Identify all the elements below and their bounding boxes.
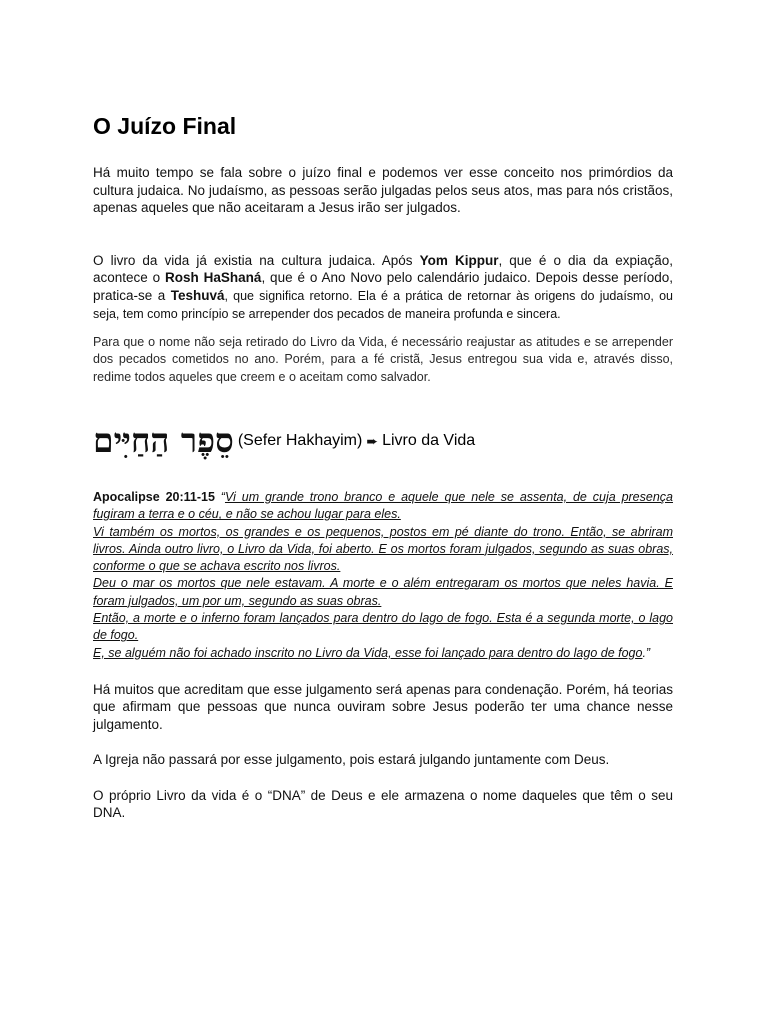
yom-kippur-term: Yom Kippur	[419, 252, 499, 268]
hebrew-transliteration: (Sefer Hakhayim)	[237, 432, 363, 449]
hebrew-title: סֵפֶר הַחַיִּים	[93, 421, 234, 460]
livro-text-2: , que é o dia da expiação, acontece o	[93, 252, 673, 285]
teshuva-term: Teshuvá	[170, 287, 225, 303]
verse-line-4: Então, a morte e o inferno foram lançados para dentro do lago de fogo. Esta é a segunda morte, o lago de fogo.	[93, 611, 673, 643]
livro-paragraph	[93, 252, 673, 324]
hebrew-meaning: Livro da Vida	[382, 432, 476, 449]
para-paragraph: Para que o nome não seja retirado do Livro da Vida, é necessário reajustar as atitudes e se arrepender dos pecados cometidos no ano. Porém, para a fé cristã, Jesus entregou sua vida e, através disso, redime todos aqueles que creem e o aceitam como salvador.	[93, 334, 673, 384]
intro-paragraph: Há muito tempo se fala sobre o juízo final e podemos ver esse conceito nos primórdios da cultura judaica. No judaísmo, as pessoas serão julgadas pelos seus atos, mas para nós cristãos, apenas aqueles que não aceitaram a Jesus irão ser julgados.	[93, 165, 673, 215]
church-paragraph: A Igreja não passará por esse julgamento, pois estará julgando juntamente com Deus.	[93, 752, 610, 768]
verse-block	[93, 489, 673, 662]
verse-open-quote: “	[214, 490, 225, 504]
livro-text-3: , que é o Ano Novo pelo calendário judaico. Depois desse período, pratica-se a	[93, 270, 673, 303]
livro-text-1: O livro da vida já existia na cultura judaica. Após	[93, 252, 420, 268]
document-body	[93, 111, 673, 822]
verse-line-1: Vi um grande trono branco e aquele que nele se assenta, de cuja presença fugiram a terra e o céu, e não se achou lugar para eles.	[93, 490, 673, 522]
verse-close-quote: .”	[642, 645, 651, 660]
verse-reference: Apocalipse 20:11-15	[93, 490, 215, 504]
verse-line-3: Deu o mar os mortos que nele estavam. A morte e o além entregaram os mortos que neles havia. E foram julgados, um por um, segundo as suas obras.	[93, 576, 673, 608]
verse-line-5: E, se alguém não foi achado inscrito no Livro da Vida, esse foi lançado para dentro do lago de fogo	[93, 645, 643, 660]
sefer-hakhayim-heading	[93, 421, 673, 461]
rosh-hashana-term: Rosh HaShaná	[165, 270, 262, 285]
judgment-paragraph: Há muitos que acreditam que esse julgamento será apenas para condenação. Porém, há teorias que afirmam que pessoas que nunca ouviram sobre Jesus poderão ter uma chance nesse julgamento.	[93, 681, 673, 732]
page-title: O Juízo Final	[93, 113, 237, 139]
livro-text-4: , que significa retorno. Ela é a prática de retornar às origens do judaísmo, ou seja, tem como princípio se arrepender dos pecados de maneira profunda e sincera.	[93, 288, 673, 321]
arrow-right-icon: ➨	[366, 432, 379, 449]
dna-paragraph: O próprio Livro da vida é o “DNA” de Deus e ele armazena o nome daqueles que têm o seu DNA.	[93, 787, 673, 821]
verse-line-2: Vi também os mortos, os grandes e os pequenos, postos em pé diante do trono. Então, se abriram livros. Ainda outro livro, o Livro da Vida, foi aberto. E os mortos foram julgados, segundo as suas obras, conforme o que se achava escrito nos livros.	[93, 524, 673, 574]
